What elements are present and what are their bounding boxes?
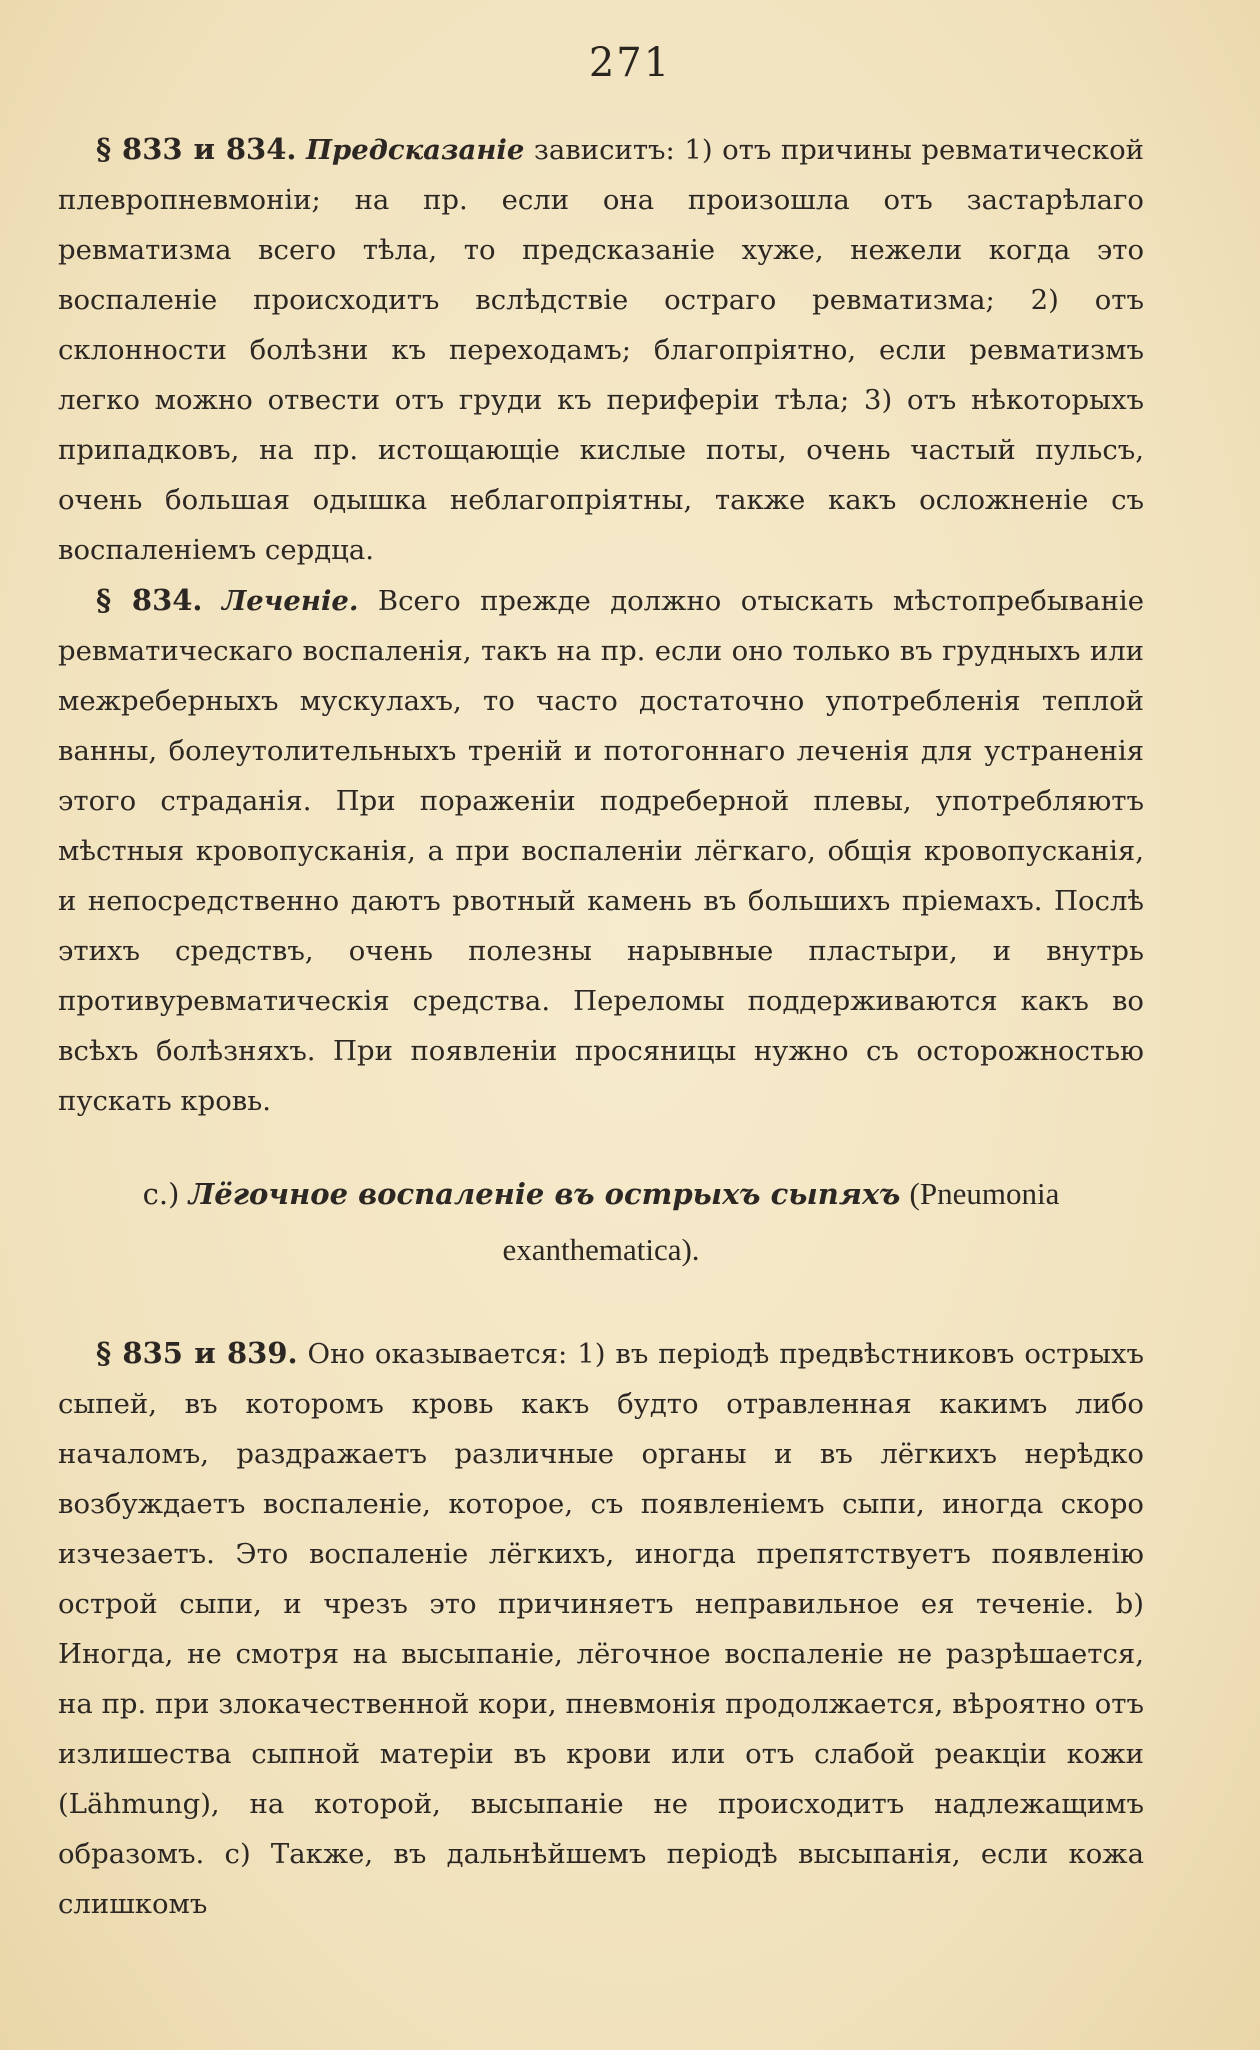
section-number: § 835 и 839. [96,1336,298,1370]
paragraph-term: Леченіе. [221,585,359,617]
page-number: 271 [588,40,672,86]
paragraph-prognosis [58,124,1144,575]
paragraph-occurrence [58,1328,1144,1929]
paragraph-text: Всего прежде должно отыскать мѣстопребываніе ревматическаго воспаленія, такъ на пр. если оно только въ грудныхъ или межреберныхъ мускулахъ, то часто достаточно употребленія теплой ванны, болеутолительныхъ треній и потогоннаго леченія для устраненія этого страданія. При пораженіи подреберной плевы, употребляютъ мѣстныя кровопусканія, а при воспаленіи лёгкаго, общія кровопусканія, и непосредственно даютъ рвотный камень въ большихъ пріемахъ. Послѣ этихъ средствъ, очень полезны нарывные пластыри, и внутрь противуревматическія средства. Переломы поддерживаются какъ во всѣхъ болѣзняхъ. При появленіи просяницы нужно съ осторожностью пускать кровь. [58,585,1144,1117]
heading-latin-line2: exanthematica). [502,1232,700,1267]
paragraph-text: зависитъ: 1) отъ причины ревматической плевропневмоніи; на пр. если она произошла отъ застарѣлаго ревматизма всего тѣла, то предсказаніе хуже, нежели когда это воспаленіе происходитъ вслѣдствіе остраго ревматизма; 2) отъ склонности болѣзни къ переходамъ; благопріятно, если ревматизмъ легко можно отвести отъ груди къ периферіи тѣла; 3) отъ нѣкоторыхъ припадковъ, на пр. истощающіе кислые поты, очень частый пульсъ, очень большая одышка неблагопріятны, также какъ осложненіе съ воспаленіемъ сердца. [58,134,1144,566]
paragraph-text: Оно оказывается: 1) въ періодѣ предвѣстниковъ острыхъ сыпей, въ которомъ кровь какъ будто отравленная какимъ либо началомъ, раздражаетъ различные органы и въ лёгкихъ нерѣдко возбуждаетъ воспаленіе, которое, съ появленіемъ сыпи, иногда скоро изчезаетъ. Это воспаленіе лёгкихъ, иногда препятствуетъ появленію острой сыпи, и чрезъ это причиняетъ неправильное ея теченіе. b) Иногда, не смотря на высыпаніе, лёгочное воспаленіе не разрѣшается, на пр. при злокачественной кори, пневмонія продолжается, вѣроятно отъ излишества сыпной матеріи въ крови или отъ слабой реакціи кожи (Lähmung), на которой, высыпаніе не происходитъ надлежащимъ образомъ. c) Также, въ дальнѣйшемъ періодѣ высыпанія, если кожа слишкомъ [58,1338,1144,1920]
section-number: § 833 и 834. [96,132,297,166]
section-heading [58,1166,1144,1278]
heading-title: Лёгочное воспаленіе въ острыхъ сыпяхъ [188,1177,901,1211]
page-content [58,124,1144,1929]
paragraph-treatment [58,575,1144,1126]
paragraph-term: Предсказаніе [306,134,525,166]
section-number: § 834. [96,583,203,617]
heading-latin-line1: (Pneumonia [909,1176,1060,1211]
heading-prefix: c.) [142,1177,180,1211]
